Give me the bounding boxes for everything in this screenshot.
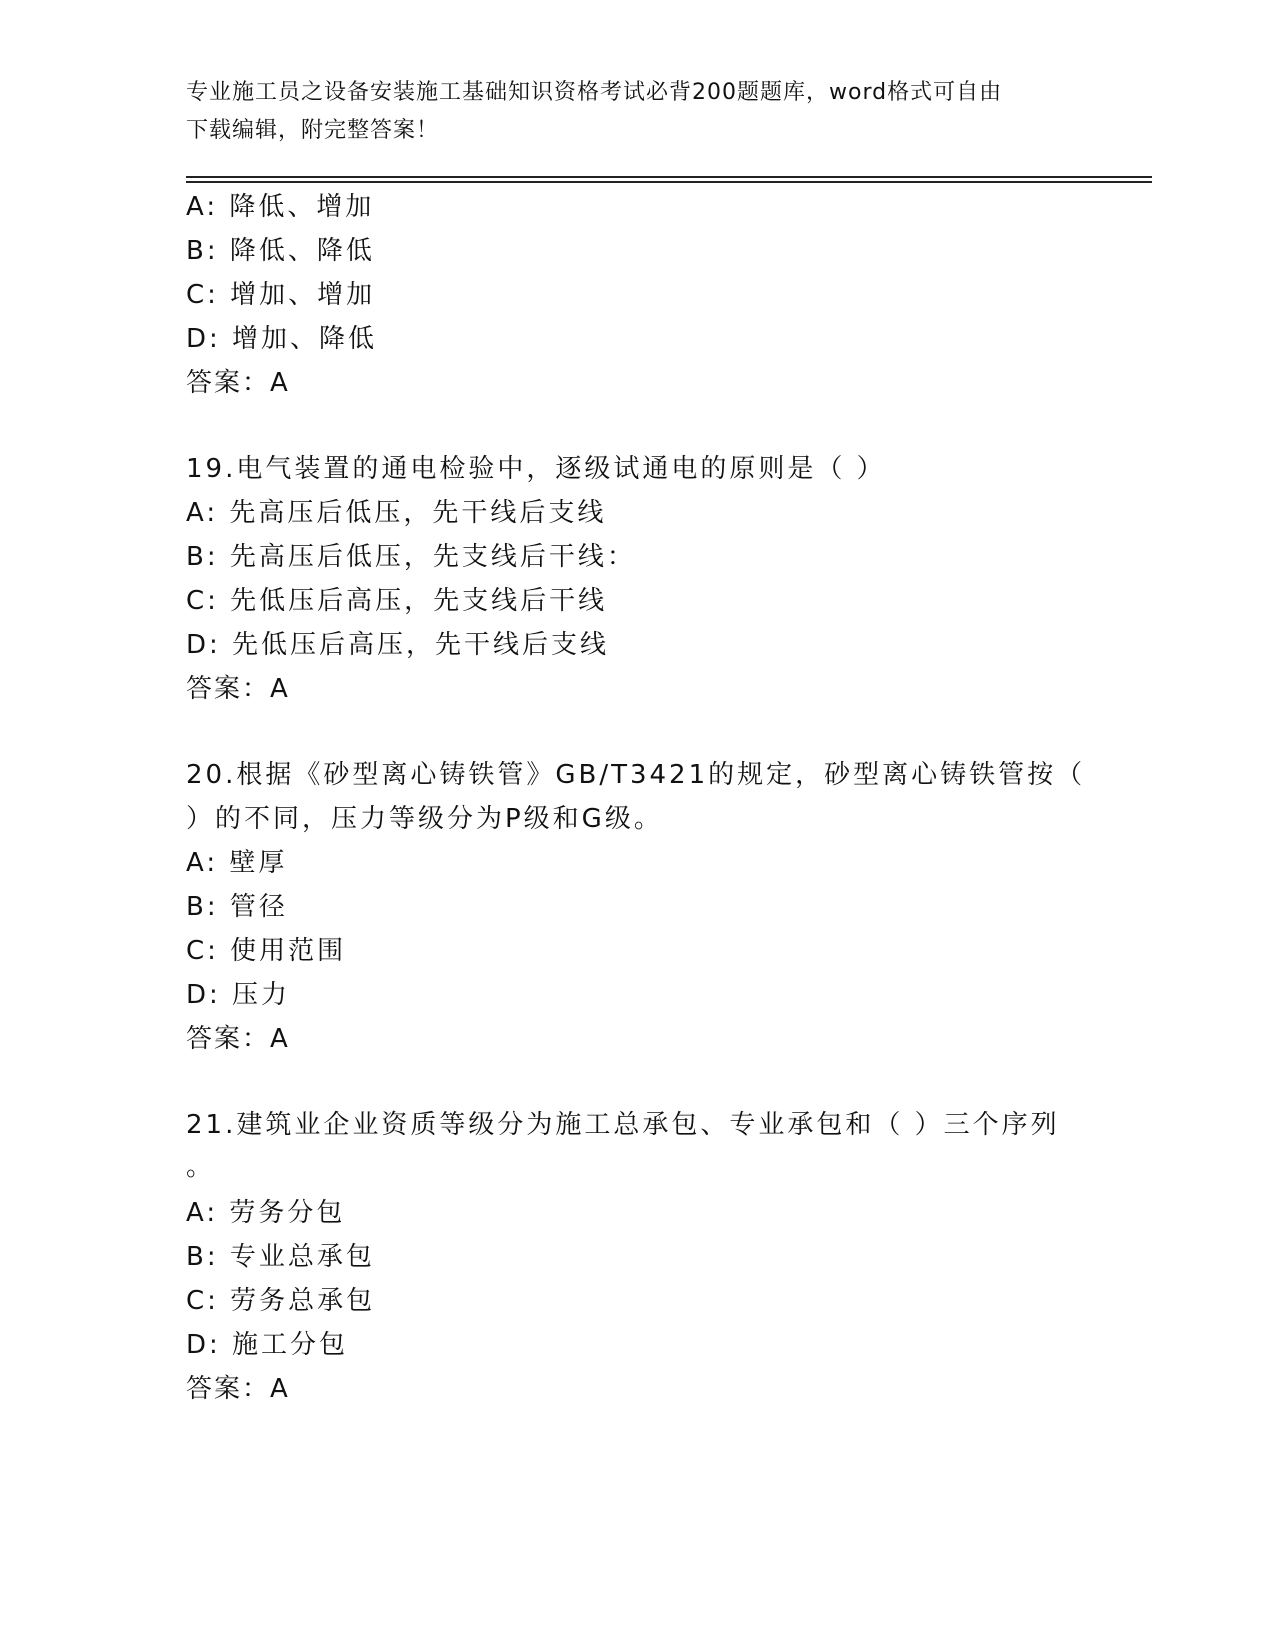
- q21-option-a: A: 劳务分包: [186, 1198, 346, 1228]
- document-header: [186, 74, 1066, 150]
- q19-option-c: C: 先低压后高压，先支线后干线: [186, 586, 608, 616]
- q20-option-b: B: 管径: [186, 892, 288, 922]
- q20-question-line-1: 20.根据《砂型离心铸铁管》GB/T3421的规定，砂型离心铸铁管按（: [186, 760, 1086, 790]
- q18-answer: 答案：A: [186, 368, 290, 398]
- q18-option-c: C: 增加、增加: [186, 280, 376, 310]
- q19-answer: 答案：A: [186, 674, 290, 704]
- q21-option-d: D: 施工分包: [186, 1330, 349, 1360]
- q20-option-c: C: 使用范围: [186, 936, 347, 966]
- q21-option-c: C: 劳务总承包: [186, 1286, 376, 1316]
- q18-option-b: B: 降低、降低: [186, 236, 375, 266]
- q20-option-d: D: 压力: [186, 980, 291, 1010]
- q19-option-a: A: 先高压后低压，先干线后支线: [186, 498, 607, 528]
- header-line-2: 下载编辑，附完整答案！: [186, 118, 440, 143]
- q19-option-d: D: 先低压后高压，先干线后支线: [186, 630, 610, 660]
- q19-question: 19.电气装置的通电检验中，逐级试通电的原则是（ ）: [186, 454, 886, 484]
- q18-option-a: A: 降低、增加: [186, 192, 375, 222]
- header-divider-bottom: [186, 181, 1152, 183]
- header-divider-top: [186, 176, 1152, 178]
- q20-answer: 答案：A: [186, 1024, 290, 1054]
- q21-option-b: B: 专业总承包: [186, 1242, 375, 1272]
- q20-option-a: A: 壁厚: [186, 848, 288, 878]
- q18-option-d: D: 增加、降低: [186, 324, 378, 354]
- q20-question-line-2: ）的不同，压力等级分为P级和G级。: [186, 804, 663, 834]
- q19-option-b: B: 先高压后低压，先支线后干线：: [186, 542, 636, 572]
- q21-answer: 答案：A: [186, 1374, 290, 1404]
- header-line-1: 专业施工员之设备安装施工基础知识资格考试必背200题题库，word格式可自由: [186, 80, 1003, 105]
- q21-question-line-2: 。: [186, 1152, 216, 1182]
- q21-question-line-1: 21.建筑业企业资质等级分为施工总承包、专业承包和（ ）三个序列: [186, 1110, 1060, 1140]
